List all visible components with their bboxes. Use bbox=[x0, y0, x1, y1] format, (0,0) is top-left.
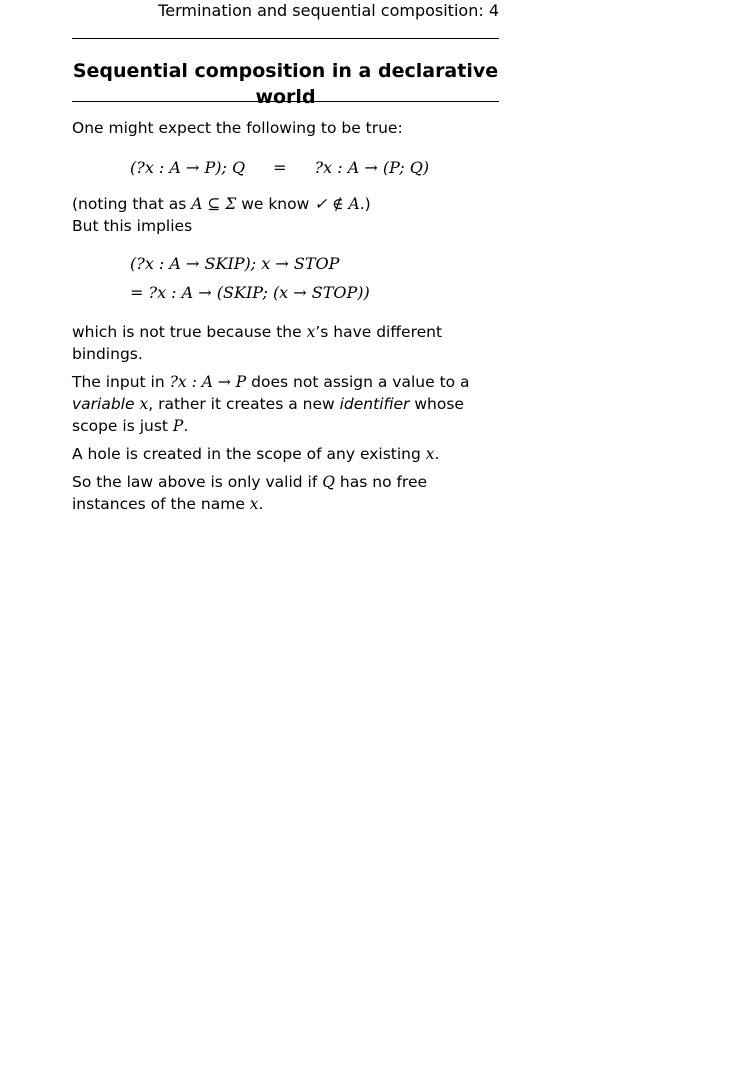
top-rule bbox=[72, 38, 499, 39]
paragraph-bindings bbox=[72, 321, 499, 365]
math-x: x bbox=[139, 395, 149, 413]
math-x: x bbox=[425, 445, 435, 463]
math-input-prefix: ?x : A → P bbox=[169, 373, 247, 391]
running-title: Termination and sequential composition: bbox=[158, 1, 484, 20]
equation-line-2: = ?x : A → (SKIP; (x → STOP)) bbox=[130, 283, 370, 302]
paragraph-hole bbox=[72, 443, 499, 465]
text-input-b: does not assign a value to a bbox=[251, 373, 470, 391]
equation-counterexample bbox=[130, 249, 499, 307]
text-input-c: , rather it creates a new bbox=[148, 395, 335, 413]
math-q: Q bbox=[322, 473, 335, 491]
text-noting-b: we know bbox=[241, 195, 310, 213]
math-subset-sigma: A ⊆ Σ bbox=[191, 195, 237, 213]
math-tick-not-in-a: ✓ ∉ A bbox=[314, 195, 360, 213]
text-hole-b: . bbox=[434, 445, 440, 463]
slide-body bbox=[72, 117, 499, 515]
equation-equals: = bbox=[273, 158, 287, 177]
text-validity-a: So the law above is only valid if bbox=[72, 473, 318, 491]
text-noting-c: .) bbox=[359, 195, 371, 213]
page-number: 4 bbox=[488, 1, 499, 20]
text-validity-b: has no free instances of the name bbox=[72, 473, 428, 513]
text-input-e: . bbox=[183, 417, 189, 435]
paragraph-validity bbox=[72, 471, 499, 515]
section-title: Sequential composition in a declarative world bbox=[72, 60, 499, 108]
equation-lhs: (?x : A → P); Q bbox=[130, 158, 246, 177]
text-input-a: The input in bbox=[72, 373, 165, 391]
text-bindings-b: ’s have different bindings. bbox=[72, 323, 443, 363]
math-x: x bbox=[306, 323, 316, 341]
equation-rhs: ?x : A → (P; Q) bbox=[314, 158, 430, 177]
paragraph-noting bbox=[72, 193, 499, 215]
text-bindings-a: which is not true because the bbox=[72, 323, 302, 341]
math-p: P bbox=[172, 417, 184, 435]
emphasis-variable: variable bbox=[72, 395, 135, 413]
equation-line-1: (?x : A → SKIP); x → STOP bbox=[130, 254, 340, 273]
text-noting-a: (noting that as bbox=[72, 195, 187, 213]
text-hole-a: A hole is created in the scope of any existing bbox=[72, 445, 421, 463]
math-x: x bbox=[249, 495, 259, 513]
bottom-rule bbox=[72, 101, 499, 102]
paragraph-input bbox=[72, 371, 499, 437]
emphasis-identifier: identifier bbox=[339, 395, 410, 413]
running-header bbox=[72, 0, 499, 22]
equation-sequential-law bbox=[130, 157, 499, 179]
text-validity-c: . bbox=[258, 495, 264, 513]
paragraph-implies: But this implies bbox=[72, 217, 193, 235]
text-input-d: whose scope is just bbox=[72, 395, 464, 435]
paragraph-expectation: One might expect the following to be true: bbox=[72, 119, 403, 137]
